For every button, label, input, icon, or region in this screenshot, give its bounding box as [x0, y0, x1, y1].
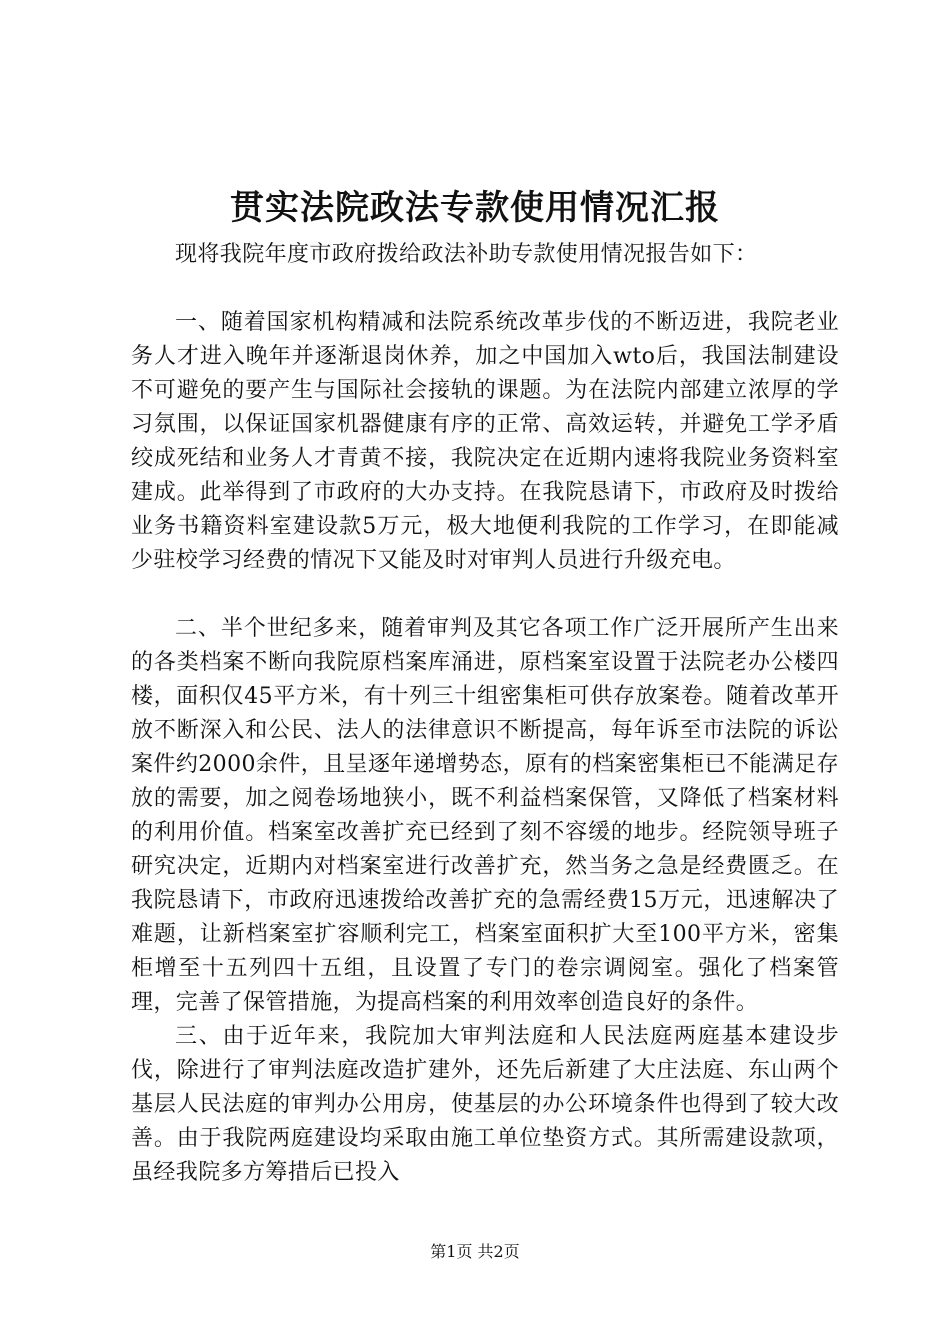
- paragraph-1: 一、随着国家机构精减和法院系统改革步伐的不断迈进，我院老业务人才进入晚年并逐渐退岗休养，加之中国加入wto后，我国法制建设不可避免的要产生与国际社会接轨的课题。为在法院内部建立浓厚的学习氛围，以保证国家机器健康有序的正常、高效运转，并避免工学矛盾绞成死结和业务人才青黄不接，我院决定在近期内速将我院业务资料室建成。此举得到了市政府的大办支持。在我院恳请下，市政府及时拨给业务书籍资料室建设款5万元，极大地便利我院的工作学习，在即能减少驻校学习经费的情况下又能及时对审判人员进行升级充电。: [131, 310, 839, 573]
- document-title: 贯实法院政法专款使用情况汇报: [230, 188, 720, 228]
- page-footer: 第1页 共2页: [430, 1242, 520, 1261]
- paragraph-3: 三、由于近年来，我院加大审判法庭和人民法庭两庭基本建设步伐，除进行了审判法庭改造扩建外，还先后新建了大庄法庭、东山两个基层人民法庭的审判办公用房，使基层的办公环境条件也得到了较大改善。由于我院两庭建设均采取由施工单位垫资方式。其所需建设款项，虽经我院多方筹措后已投入: [131, 1024, 839, 1185]
- document-body: [131, 238, 839, 1190]
- intro-paragraph: 现将我院年度市政府拨给政法补助专款使用情况报告如下：: [175, 242, 758, 267]
- paragraph-2: 二、半个世纪多来，随着审判及其它各项工作广泛开展所产生出来的各类档案不断向我院原档案库涌进，原档案室设置于法院老办公楼四楼，面积仅45平方米，有十列三十组密集柜可供存放案卷。随着改革开放不断深入和公民、法人的法律意识不断提高，每年诉至市法院的诉讼案件约2000余件，且呈逐年递增势态，原有的档案密集柜已不能满足存放的需要，加之阅卷场地狭小，既不利益档案保管，又降低了档案材料的利用价值。档案室改善扩充已经到了刻不容缓的地步。经院领导班子研究决定，近期内对档案室进行改善扩充，然当务之急是经费匮乏。在我院恳请下，市政府迅速拨给改善扩充的急需经费15万元，迅速解决了难题，让新档案室扩容顺利完工，档案室面积扩大至100平方米，密集柜增至十五列四十五组，且设置了专门的卷宗调阅室。强化了档案管理，完善了保管措施，为提高档案的利用效率创造良好的条件。: [131, 616, 839, 1015]
